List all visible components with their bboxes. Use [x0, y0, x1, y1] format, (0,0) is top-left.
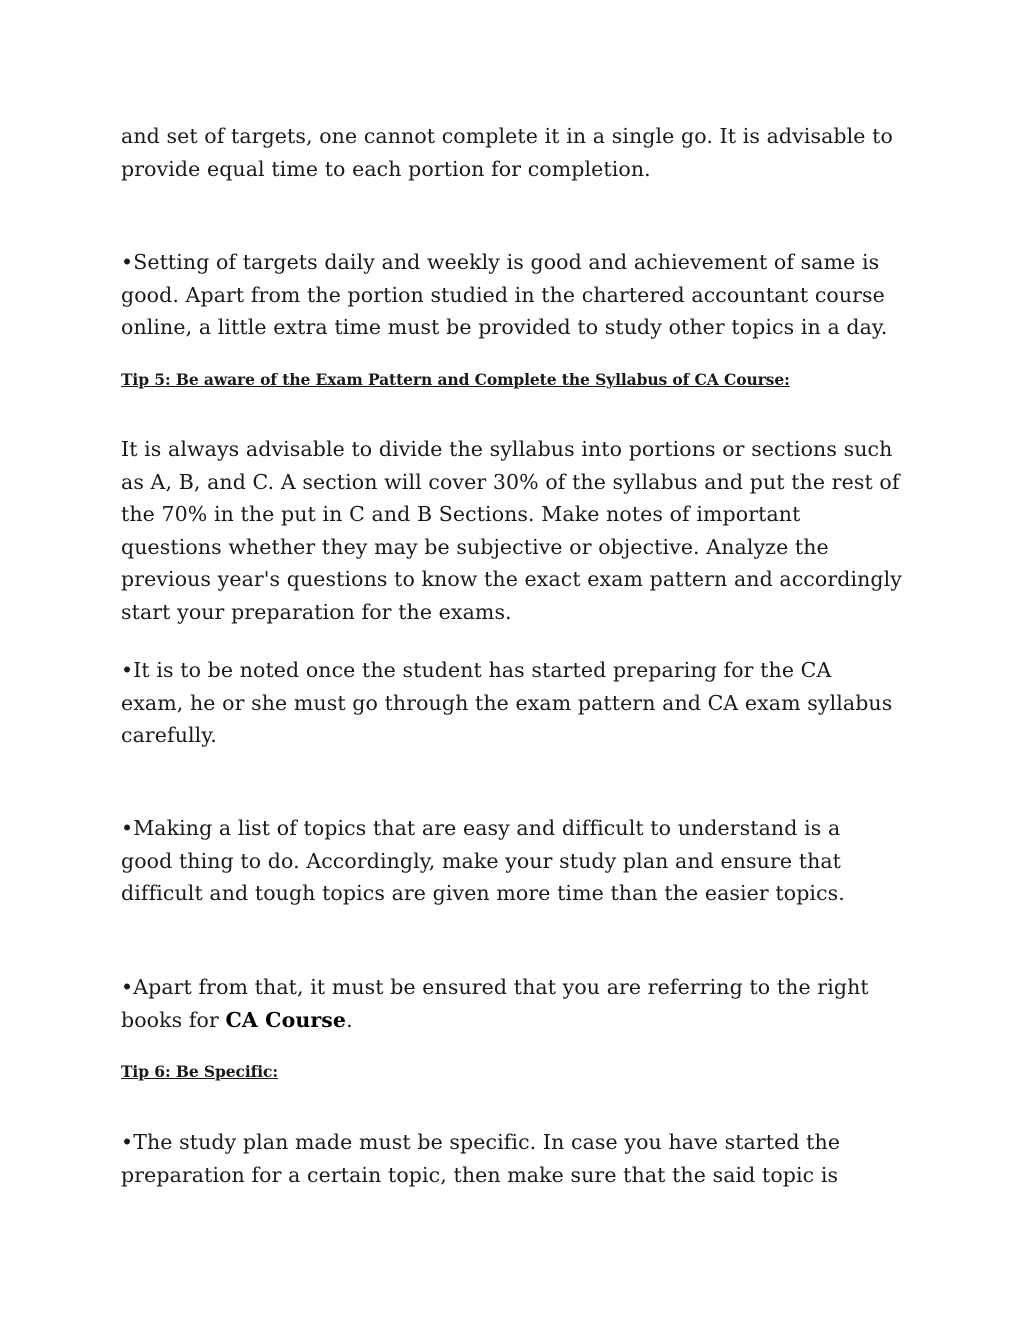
text-line: •It is to be noted once the student has started preparing for the CA: [121, 658, 832, 682]
text-line: [121, 1004, 911, 1037]
text-segment: books for: [121, 1007, 226, 1032]
text-line: carefully.: [121, 723, 217, 748]
text-line: preparation for a certain topic, then make sure that the said topic is: [121, 1162, 839, 1187]
text-line: good thing to do. Accordingly, make your study plan and ensure that: [121, 848, 842, 873]
text-line: and set of targets, one cannot complete it in a single go. It is advisable to: [121, 124, 893, 148]
paragraph-list-topics: [121, 812, 911, 910]
text-line: •The study plan made must be specific. In case you have started the: [121, 1130, 841, 1154]
paragraph-setting-targets: [121, 246, 911, 344]
text-line: exam, he or she must go through the exam pattern and CA exam syllabus: [121, 690, 893, 715]
paragraph-divide-syllabus: [121, 433, 911, 629]
heading-tip-5: Tip 5: Be aware of the Exam Pattern and Complete the Syllabus of CA Course:: [121, 370, 790, 389]
paragraph-right-books: [121, 971, 911, 1036]
text-line: questions whether they may be subjective or objective. Analyze the: [121, 534, 829, 559]
text-line: •Setting of targets daily and weekly is good and achievement of same is: [121, 250, 880, 274]
text-line: start your preparation for the exams.: [121, 599, 512, 624]
text-line: good. Apart from the portion studied in the chartered accountant course: [121, 282, 885, 307]
text-line: •Apart from that, it must be ensured that you are referring to the right: [121, 975, 869, 999]
text-line: the 70% in the put in C and B Sections. Make notes of important: [121, 502, 801, 527]
ca-course-bold-text: CA Course: [225, 1007, 347, 1032]
text-line: •Making a list of topics that are easy and difficult to understand is a: [121, 816, 841, 840]
paragraph-exam-pattern: [121, 654, 911, 752]
text-line: as A, B, and C. A section will cover 30% of the syllabus and put the rest of: [121, 469, 900, 494]
text-line: previous year's questions to know the exact exam pattern and accordingly: [121, 567, 902, 592]
text-line: provide equal time to each portion for completion.: [121, 156, 651, 181]
text-line: online, a little extra time must be provided to study other topics in a day.: [121, 315, 888, 340]
paragraph-targets-continuation: [121, 120, 911, 185]
text-line: It is always advisable to divide the syllabus into portions or sections such: [121, 437, 893, 461]
heading-tip-6: Tip 6: Be Specific:: [121, 1062, 278, 1081]
text-segment: .: [346, 1007, 353, 1032]
text-line: difficult and tough topics are given more time than the easier topics.: [121, 881, 845, 906]
paragraph-study-plan-specific: [121, 1126, 911, 1191]
